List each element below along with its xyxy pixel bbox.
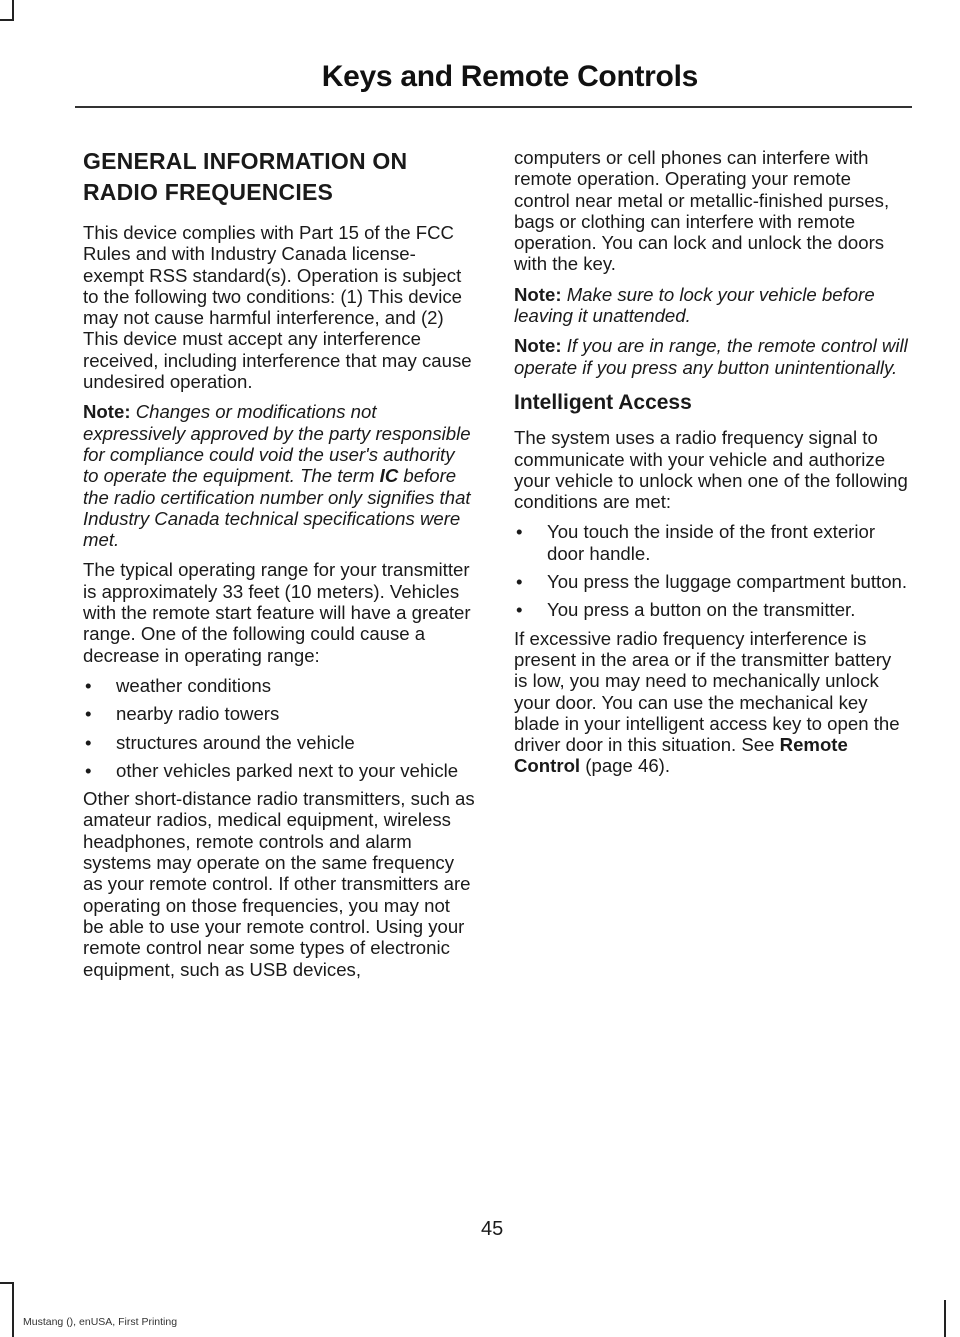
paragraph-mechanical-unlock bbox=[514, 628, 908, 777]
list-item: • nearby radio towers bbox=[83, 703, 475, 724]
note-text-b: before the radio certification number only signifies that Industry Canada technical specifications were met. bbox=[83, 465, 471, 551]
note-text: Make sure to lock your vehicle before leaving it unattended. bbox=[514, 283, 875, 327]
list-item: • other vehicles parked next to your vehicle bbox=[83, 760, 475, 781]
xref-page: (page 46). bbox=[585, 755, 671, 777]
page-number: 45 bbox=[481, 1218, 504, 1240]
paragraph-text: If excessive radio frequency interference is present in the area or if the transmitter battery is low, you may need to mechanically unlock your door. You can use the mechanical key blade in your intelligent access key to open the driver door in this situation. bbox=[514, 627, 900, 756]
header-divider bbox=[75, 106, 912, 108]
see-prefix: See bbox=[741, 734, 775, 756]
crop-mark-bottom-left-h bbox=[0, 1282, 14, 1284]
remote-control-link[interactable]: Remote Control bbox=[514, 734, 848, 777]
paragraph-interference-cont: computers or cell phones can interfere with remote operation. Operating your remote control near metal or metallic-finished purses, bags or clothing can interfere with remote operation. You can lock and unlock the doors with the key. bbox=[514, 147, 890, 275]
paragraph-interference: Other short-distance radio transmitters, such as amateur radios, medical equipment, wireless headphones, remote controls and alarm systems may operate on the same frequency as your remote control. If other transmitters are operating on those frequencies, you may not be able to use your remote control. Using your remote control near some types of electronic equipment, such as USB devices, bbox=[83, 788, 475, 980]
note-label: Note: bbox=[514, 335, 562, 357]
note-label: Note: bbox=[514, 283, 562, 305]
note-text-a: Changes or modifications not expressively approved by the party responsible for compliance could void the user's authority to operate the equipment. The term bbox=[83, 401, 471, 487]
conditions-list bbox=[514, 521, 908, 620]
left-column bbox=[83, 146, 475, 989]
note-lock-vehicle bbox=[514, 284, 908, 327]
crop-mark-top-left bbox=[12, 0, 14, 20]
footer-text: Mustang (), enUSA, First Printing bbox=[23, 1316, 178, 1328]
range-factors-list bbox=[83, 675, 475, 781]
list-item: • weather conditions bbox=[83, 675, 475, 696]
right-column bbox=[514, 147, 908, 786]
paragraph-intelligent-access: The system uses a radio frequency signal to communicate with your vehicle and authorize your vehicle to unlock when one of the following conditions are met: bbox=[514, 427, 908, 513]
page-title: Keys and Remote Controls bbox=[321, 60, 698, 93]
list-item: • You press the luggage compartment button. bbox=[514, 571, 908, 592]
list-item: • You touch the inside of the front exterior door handle. bbox=[514, 521, 908, 564]
crop-mark-top-left-h bbox=[0, 19, 14, 21]
list-item: • You press a button on the transmitter. bbox=[514, 599, 908, 620]
crop-mark-bottom-right bbox=[944, 1300, 946, 1337]
section-heading bbox=[83, 146, 475, 208]
note-in-range bbox=[514, 335, 908, 378]
section-heading-line1: GENERAL INFORMATION ON bbox=[83, 148, 408, 174]
note-modifications bbox=[83, 401, 475, 550]
note-text: If you are in range, the remote control will operate if you press any button unintentionally. bbox=[514, 335, 908, 378]
crop-mark-bottom-left bbox=[12, 1282, 14, 1337]
list-item: • structures around the vehicle bbox=[83, 732, 475, 753]
subsection-heading: Intelligent Access bbox=[514, 390, 692, 414]
note-label: Note: bbox=[83, 401, 131, 423]
section-heading-line2: RADIO FREQUENCIES bbox=[83, 179, 334, 205]
paragraph-range: The typical operating range for your transmitter is approximately 33 feet (10 meters). Vehicles with the remote start feature will have a greater range. One of the following could cause a decrease in operating range: bbox=[83, 559, 471, 666]
note-ic-term: IC bbox=[379, 465, 399, 487]
paragraph-compliance: This device complies with Part 15 of the FCC Rules and with Industry Canada license-exempt RSS standard(s). Operation is subject to the following two conditions: (1) This device may not cause harmful interference, and (2) This device must accept any interference received, including interference that may cause undesired operation. bbox=[83, 222, 472, 393]
